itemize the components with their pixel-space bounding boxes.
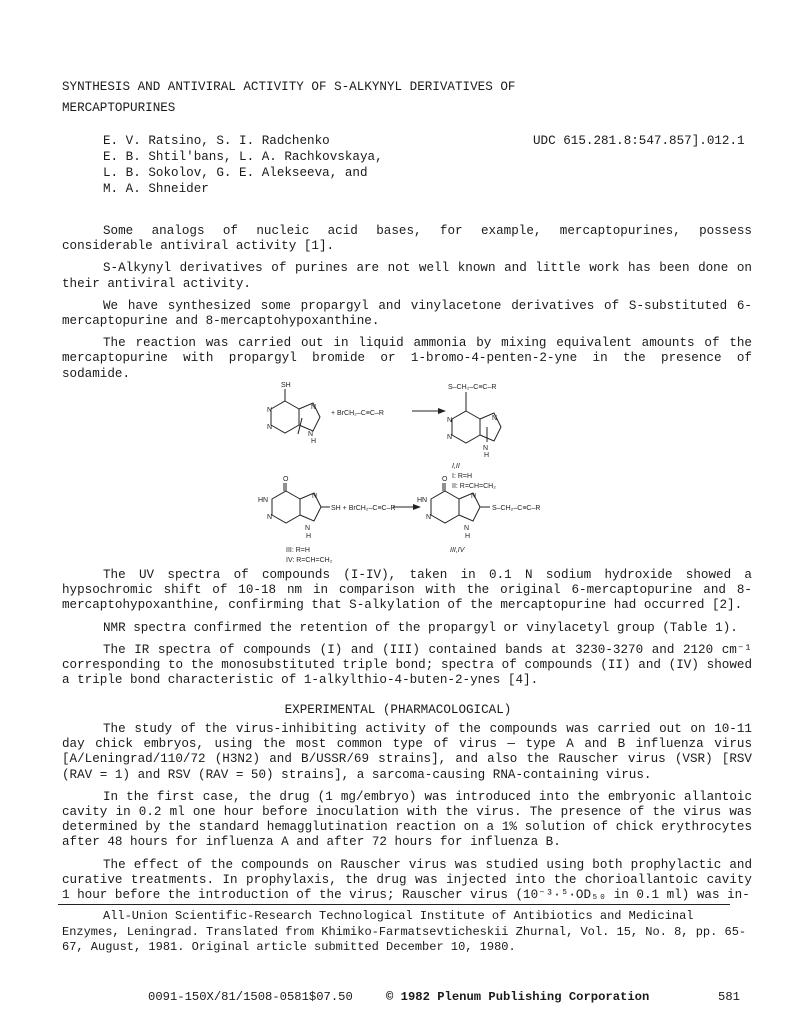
copyright: © 1982 Plenum Publishing Corporation [386, 990, 650, 1004]
page-number: 581 [718, 990, 740, 1004]
paragraph: S-Alkynyl derivatives of purines are not well known and little work has been done on their antiviral activity. [62, 261, 752, 291]
atom-label: N [267, 407, 273, 414]
footnote [62, 909, 752, 956]
intro-section [62, 224, 752, 382]
atom-label: N [471, 493, 477, 500]
udc-code: UDC 615.281.8:547.857].012.1 [533, 134, 745, 148]
atom-label: HN [258, 497, 269, 504]
atom-label: N [311, 404, 317, 411]
atom-label: H [311, 438, 317, 445]
atom-label: N [305, 525, 311, 532]
atom-label: N [426, 514, 432, 521]
atom-label: N [483, 445, 489, 452]
author-line: E. B. Shtil'bans, L. A. Rachkovskaya, [103, 150, 383, 164]
paragraph: The IR spectra of compounds (I) and (III) contained bands at 3230-3270 and 2120 cm⁻¹ corresponding to the monosubstituted triple bond; spectra of compounds (II) and (IV) showed a triple bond characteristic of 1-alkylthio-4-buten-2-ynes [4]. [62, 642, 752, 688]
atom-label: O [283, 476, 289, 483]
paragraph: Some analogs of nucleic acid bases, for example, mercaptopurines, possess considerable antiviral activity [1]. [62, 224, 752, 254]
atom-label: N [308, 431, 314, 438]
paper-title-line-2: MERCAPTOPURINES [62, 101, 176, 115]
paragraph: We have synthesized some propargyl and vinylacetone derivatives of S-substituted 6-mercaptopurine and 8-mercaptohypoxanthine. [62, 298, 752, 329]
section-heading: EXPERIMENTAL (PHARMACOLOGICAL) [284, 703, 512, 717]
paragraph: NMR spectra confirmed the retention of the propargyl or vinylacetyl group (Table 1). [103, 620, 738, 635]
product-chain: S–CH₂–C≡C–R [448, 384, 497, 391]
author-line: L. B. Sokolov, G. E. Alekseeva, and [103, 166, 368, 180]
paragraph: The reaction was carried out in liquid ammonia by mixing equivalent amounts of the mercaptopurine with propargyl bromide or 1-bromo-4-penten-2-yne in the presence of sodamide. [62, 336, 752, 381]
compound-label: I,II [452, 463, 460, 470]
atom-label: H [306, 533, 312, 540]
atom-label: SH [281, 382, 291, 389]
atom-label: H [465, 533, 471, 540]
footnote-text: All-Union Scientific-Research Technological Institute of Antibiotics and Medicinal Enzymes, Leningrad. Translated from Khimiko-Farmatsevticheskii Zhurnal, Vol. 15, No. 8, pp. 65-67, August, 1981. Original article submitted December 10, 1980. [62, 909, 747, 955]
substituent-label: III: R=H [286, 547, 310, 554]
reagent-text: SH + BrCH₂–C≡C–R [331, 505, 396, 512]
atom-label: N [447, 434, 453, 441]
paragraph: In the first case, the drug (1 mg/embryo) was introduced into the embryonic allantoic cavity in 0.2 ml one hour before inoculation with the virus. The presence of the virus was determined by the standard hemagglutination reaction on a 1% solution of chick erythrocytes after 48 hours for influenza A and after 72 hours for influenza B. [62, 789, 752, 850]
atom-label: O [442, 476, 448, 483]
paper-title-line-1: SYNTHESIS AND ANTIVIRAL ACTIVITY OF S-ALKYNYL DERIVATIVES OF [62, 80, 516, 94]
atom-label: N [267, 514, 273, 521]
atom-label: H [484, 452, 490, 459]
article-code: 0091-150X/81/1508-0581$07.50 [148, 990, 353, 1004]
reagent-text: + BrCH₂–C≡C–R [331, 410, 384, 417]
experimental-section [62, 722, 752, 903]
product-chain: S–CH₂–C≡C–R [492, 505, 541, 512]
substituent-label: IV: R=CH=CH₂ [286, 557, 333, 564]
atom-label: N [464, 525, 470, 532]
atom-label: N [267, 424, 273, 431]
author-line: E. V. Ratsino, S. I. Radchenko [103, 134, 330, 148]
footnote-divider [58, 904, 730, 905]
results-section [62, 568, 752, 688]
reaction-scheme [0, 378, 796, 568]
atom-label: N [447, 417, 453, 424]
atom-label: N [312, 493, 318, 500]
paragraph: The effect of the compounds on Rauscher virus was studied using both prophylactic and curative treatments. In prophylaxis, the drug was injected into the chorioallantoic cavity 1 hour before the introduction of the virus; Rauscher virus (10⁻³·⁵·OD₅₀ in 0.1 ml) was in- [62, 857, 752, 903]
author-line: M. A. Shneider [103, 182, 209, 196]
atom-label: N [492, 415, 498, 422]
compound-label: III,IV [450, 547, 465, 554]
substituent-label: I: R=H [452, 473, 473, 480]
paragraph: The UV spectra of compounds (I-IV), taken in 0.1 N sodium hydroxide showed a hypsochromic shift of 10-18 nm in comparison with the original 6-mercaptopurine and 8-mercaptohypoxanthine, confirming that S-alkylation of the mercaptopurine had occurred [2]. [62, 568, 752, 613]
substituent-label: II: R=CH=CH₂ [452, 483, 496, 490]
atom-label: HN [417, 497, 428, 504]
paragraph: The study of the virus-inhibiting activity of the compounds was carried out on 10-11 day chick embryos, using the most common type of virus — type A and B influenza virus [A/Leningrad/110/72 (H3N2) and B/USSR/69 strains], and also the Rauscher virus (VSR) [RSV (RAV = 1) and RSV (RAV = 50) strains], a sarcoma-causing RNA-containing virus. [62, 722, 752, 782]
